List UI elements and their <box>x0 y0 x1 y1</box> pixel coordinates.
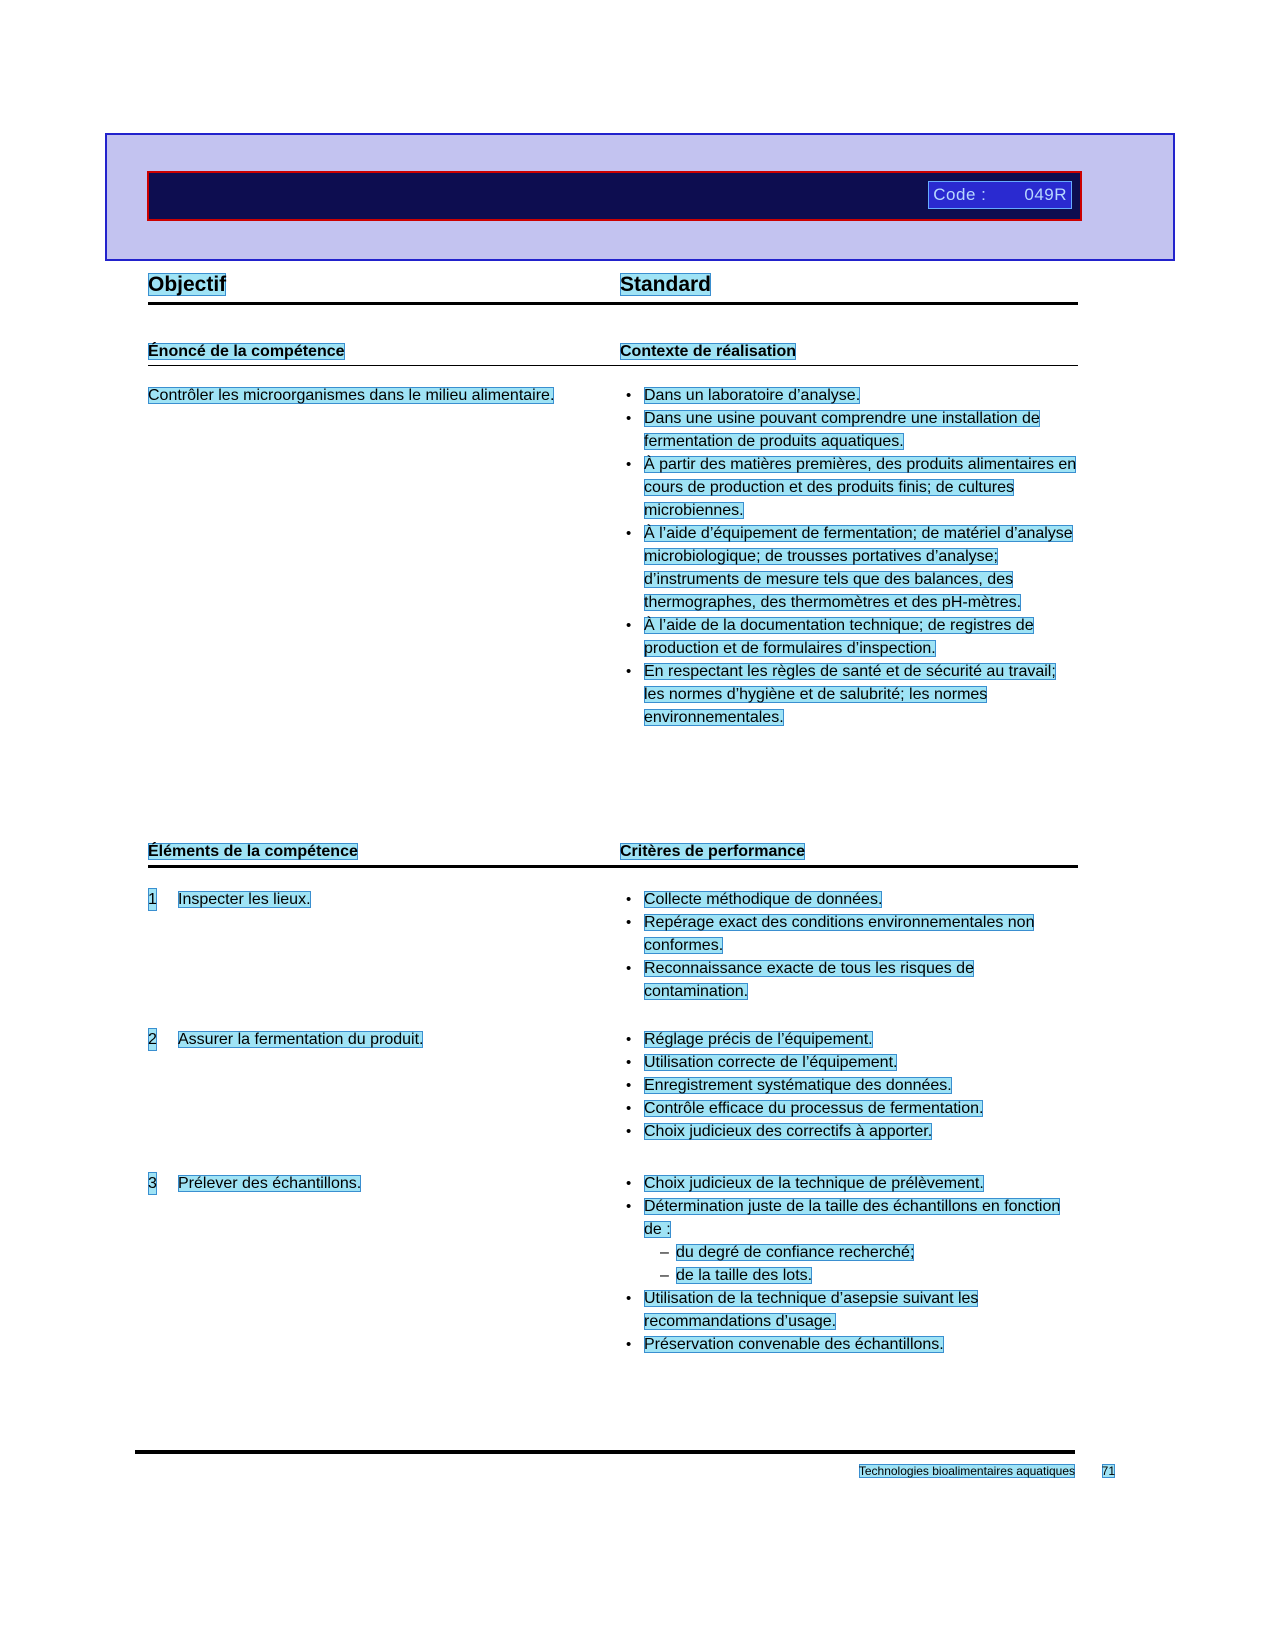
element-label: Prélever des échantillons. <box>178 1175 362 1192</box>
criterion-text: Enregistrement systématique des données. <box>644 1077 952 1094</box>
element-label: Assurer la fermentation du produit. <box>178 1031 424 1048</box>
criterion-text: Réglage précis de l’équipement. <box>644 1031 873 1048</box>
section2-right-heading: Critères de performance <box>620 843 805 860</box>
column-titles <box>148 272 1078 305</box>
criterion-text: Utilisation correcte de l’équipement. <box>644 1054 898 1071</box>
footer-text <box>859 1464 1075 1478</box>
context-item <box>620 614 1080 660</box>
criterion-text: Collecte méthodique de données. <box>644 891 883 908</box>
criterion-text: Contrôle efficace du processus de fermentation. <box>644 1100 984 1117</box>
criterion-subitem-text: de la taille des lots. <box>676 1267 813 1284</box>
section1-left-text-block <box>148 384 608 407</box>
section1-left-heading: Énoncé de la compétence <box>148 343 345 360</box>
context-item <box>620 407 1080 453</box>
footer-title: Technologies bioalimentaires aquatiques <box>858 1464 1075 1478</box>
context-item-text: À l’aide de la documentation technique; de registres de production et de formulaires d’inspection. <box>644 617 1034 657</box>
element-label: Inspecter les lieux. <box>178 891 311 908</box>
criterion-item <box>620 911 1080 957</box>
criterion-text: Choix judicieux de la technique de prélèvement. <box>644 1175 984 1192</box>
criterion-text: Reconnaissance exacte de tous les risques de contamination. <box>644 960 974 1000</box>
criterion-text: Repérage exact des conditions environnementales non conformes. <box>644 914 1035 954</box>
criterion-item <box>620 1028 1080 1051</box>
footer-page-number: 71 <box>1101 1464 1115 1478</box>
section2-left-heading: Éléments de la compétence <box>148 843 358 860</box>
column-title-objectif: Objectif <box>148 273 227 296</box>
element-cell <box>148 1028 638 1051</box>
context-item <box>620 453 1080 522</box>
element-number: 2 <box>148 1028 157 1051</box>
context-item-text: À partir des matières premières, des produits alimentaires en cours de production et des produits finis; de cultures microbiennes. <box>644 456 1077 519</box>
section1-left-text: Contrôler les microorganismes dans le milieu alimentaire. <box>148 387 555 404</box>
criterion-item <box>620 1120 1080 1143</box>
criterion-item <box>620 1051 1080 1074</box>
code-value: 049R <box>1024 185 1067 204</box>
element-cell <box>148 888 638 911</box>
section2-headings <box>148 841 1078 868</box>
context-item-text: Dans un laboratoire d’analyse. <box>644 387 861 404</box>
footer-rule <box>135 1450 1075 1454</box>
criterion-text: Choix judicieux des correctifs à apporter. <box>644 1123 933 1140</box>
criterion-item <box>620 888 1080 911</box>
element-number: 3 <box>148 1172 157 1195</box>
context-item <box>620 384 1080 407</box>
criterion-text: Utilisation de la technique d’asepsie suivant les recommandations d’usage. <box>644 1290 979 1330</box>
element-cell <box>148 1172 638 1195</box>
column-titles-rule <box>148 302 1078 305</box>
code-box <box>928 181 1072 209</box>
element-number: 1 <box>148 888 157 911</box>
criterion-item <box>620 1287 1080 1333</box>
criterion-item <box>620 1333 1080 1356</box>
code-label: Code : <box>933 185 987 204</box>
criterion-item <box>620 1172 1080 1195</box>
section2-rule <box>148 865 1078 868</box>
criterion-subitem <box>660 1264 1080 1287</box>
context-item-text: À l’aide d’équipement de fermentation; de matériel d’analyse microbiologique; de trousses portatives d’analyse; d’instruments de mesure tels que des balances, des thermographes, des thermomètres et des pH-mètres. <box>644 525 1073 611</box>
criterion-item <box>620 1097 1080 1120</box>
criteria-cell <box>620 888 1080 1003</box>
criteria-cell <box>620 1028 1080 1143</box>
criterion-item <box>620 957 1080 1003</box>
criterion-subitem-text: du degré de confiance recherché; <box>676 1244 915 1261</box>
criteria-cell <box>620 1172 1080 1356</box>
section1-rule <box>148 365 1078 366</box>
section1-headings <box>148 341 1078 366</box>
criterion-subitem <box>660 1241 1080 1264</box>
context-item <box>620 660 1080 729</box>
criterion-text: Détermination juste de la taille des échantillons en fonction de : <box>644 1198 1061 1238</box>
section1-right-list <box>620 384 1080 729</box>
criterion-item <box>620 1195 1080 1287</box>
context-item-text: En respectant les règles de santé et de sécurité au travail; les normes d’hygiène et de salubrité; les normes environnementales. <box>644 663 1056 726</box>
context-item-text: Dans une usine pouvant comprendre une installation de fermentation de produits aquatiques. <box>644 410 1040 450</box>
criterion-item <box>620 1074 1080 1097</box>
header-band <box>105 133 1175 261</box>
criterion-text: Préservation convenable des échantillons. <box>644 1336 944 1353</box>
section1-right-heading: Contexte de réalisation <box>620 343 797 360</box>
header-title-bar <box>147 171 1082 221</box>
context-item <box>620 522 1080 614</box>
column-title-standard: Standard <box>620 273 712 296</box>
